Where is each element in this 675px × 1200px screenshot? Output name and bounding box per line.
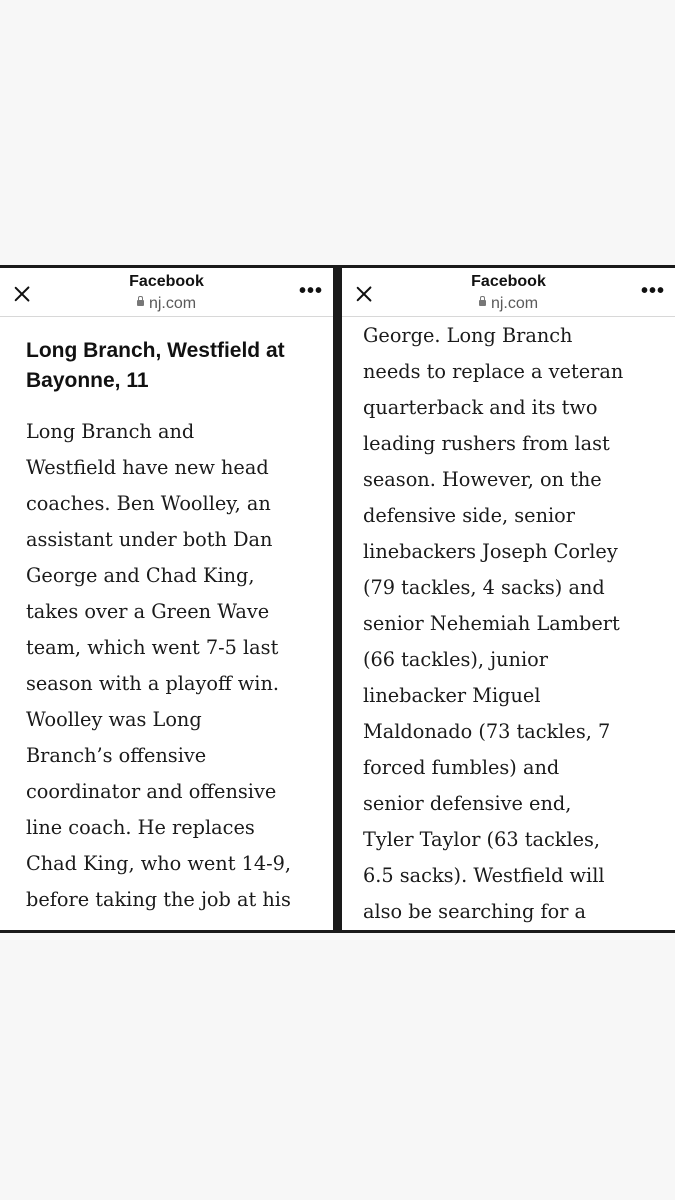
more-options-icon[interactable]: •••: [640, 280, 665, 302]
app-title: Facebook: [129, 273, 204, 290]
title-block: [0, 272, 333, 314]
article-body: Long Branch and Westfield have new head coaches. Ben Woolley, an assistant under both Dan George and Chad King, takes over a Green Wave team, which went 7-5 last season with a playoff win. Woolley was Long Branch’s offensive coordinator and offensive line coach. He replaces Chad King, who went 14-9, before taking the job at his: [26, 420, 292, 911]
url-line: [342, 294, 675, 314]
url-line: [0, 294, 333, 314]
title-block: [342, 272, 675, 314]
app-title: Facebook: [471, 273, 546, 290]
browser-top-bar: [0, 268, 333, 317]
article-headline: Long Branch, Westfield at Bayonne, 11: [26, 339, 285, 392]
url-text: nj.com: [148, 295, 197, 312]
article-body: George. Long Branch needs to replace a veteran quarterback and its two leading rushers from last season. However, on the defensive side, senior linebackers Joseph Corley (79 tackles, 4 sacks) and senior Nehemiah Lambert (66 tackles), junior linebacker Miguel Maldonado (73 tackles, 7 forced fumbles) and senior defensive end, Tyler Taylor (63 tackles, 6.5 sacks). Westfield will also be searching for a: [363, 324, 624, 923]
url-text: nj.com: [490, 295, 539, 312]
browser-top-bar: [342, 268, 675, 317]
lock-icon: [479, 300, 486, 306]
article-content: [363, 318, 665, 930]
more-options-icon[interactable]: •••: [298, 280, 323, 302]
article-content: [26, 316, 323, 918]
left-screenshot-panel: [0, 268, 333, 930]
lock-icon: [137, 300, 144, 306]
right-screenshot-panel: [342, 268, 675, 930]
